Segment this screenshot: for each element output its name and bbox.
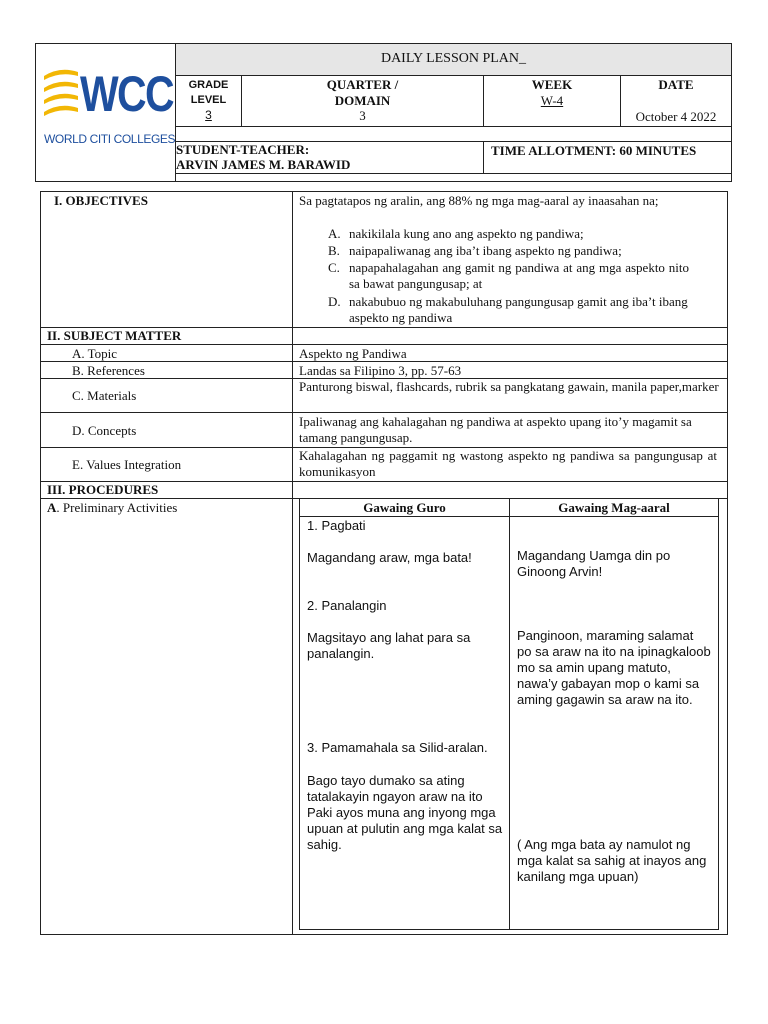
grade-value: 3: [205, 108, 212, 122]
page-title: DAILY LESSON PLAN_: [380, 51, 527, 66]
guro-step-pagbati: 1. Pagbati: [307, 518, 366, 533]
guro-text-panalangin: Magsitayo ang lahat para sa panalangin.: [307, 630, 471, 661]
preliminary-activities-label: A. Preliminary Activities: [47, 500, 178, 515]
topic-label: A. Topic: [72, 346, 118, 361]
guro-step-pamamahala: 3. Pamamahala sa Silid-aralan.: [307, 740, 488, 755]
guro-text-pagbati: Magandang araw, mga bata!: [307, 550, 472, 565]
grade-label-line1: GRADE: [188, 79, 229, 91]
date-label: DATE: [658, 77, 694, 92]
objective-letter: B.: [328, 243, 340, 258]
objective-letter: D.: [328, 294, 341, 309]
magaaral-response-pamamahala: ( Ang mga bata ay namulot ng mga kalat sa sahig at inayos ang kanilang mga upuan): [517, 837, 707, 884]
references-value: Landas sa Filipino 3, pp. 57-63: [299, 363, 462, 378]
week-label: WEEK: [531, 77, 573, 92]
values-integration-label: E. Values Integration: [72, 457, 182, 472]
references-label: B. References: [72, 363, 145, 378]
topic-value: Aspekto ng Pandiwa: [299, 346, 407, 361]
materials-value: Panturong biswal, flashcards, rubrik sa pangkatang gawain, manila paper,marker: [299, 379, 719, 394]
student-teacher-label: STUDENT-TEACHER:: [176, 142, 310, 157]
objective-item: nakabubuo ng makabuluhang pangungusap gamit ang iba’t ibang aspekto ng pandiwa: [349, 294, 688, 325]
objective-item: naipapaliwanag ang iba’t ibang aspekto ng pandiwa;: [349, 243, 622, 258]
student-teacher-name: ARVIN JAMES M. BARAWID: [176, 157, 351, 172]
procedures-label: III. PROCEDURES: [47, 482, 159, 497]
grade-label-line2: LEVEL: [190, 94, 227, 106]
quarter-label-line2: DOMAIN: [334, 93, 391, 108]
quarter-value: 3: [359, 108, 366, 123]
values-integration-value: Kahalagahan ng paggamit ng wastong aspekto ng pandiwa sa pangungusap at komunikasyon: [299, 448, 717, 479]
col-header-gawaing-guro: Gawaing Guro: [363, 500, 446, 515]
logo-name: WORLD CITI COLLEGES: [44, 132, 176, 146]
magaaral-response-pagbati: Magandang Uamga din po Ginoong Arvin!: [517, 548, 671, 579]
objective-letter: A.: [328, 226, 341, 241]
col-header-gawaing-magaaral: Gawaing Mag-aaral: [558, 500, 670, 515]
objectives-intro: Sa pagtatapos ng aralin, ang 88% ng mga mag-aaral ay inaasahan na;: [299, 193, 659, 208]
wcc-logo: [42, 62, 176, 152]
objectives-label: I. OBJECTIVES: [54, 193, 148, 208]
guro-step-panalangin: 2. Panalangin: [307, 598, 387, 613]
logo-swoosh-icon: [42, 66, 80, 122]
quarter-label-line1: QUARTER /: [326, 77, 399, 92]
objective-item: nakikilala kung ano ang aspekto ng pandiwa;: [349, 226, 584, 241]
subject-matter-label: II. SUBJECT MATTER: [47, 328, 182, 343]
time-allotment: TIME ALLOTMENT: 60 MINUTES: [491, 143, 697, 158]
materials-label: C. Materials: [72, 388, 137, 403]
date-value: October 4 2022: [635, 109, 717, 124]
objective-item: napapahalagahan ang gamit ng pandiwa at ang mga aspekto nito sa bawat pangungusap; at: [349, 260, 689, 291]
guro-text-pamamahala: Bago tayo dumako sa ating tatalakayin ngayon araw na ito Paki ayos muna ang inyong mga upuan at pulutin ang mga kalat sa sahig.: [307, 773, 503, 852]
logo-mark: WCC: [80, 66, 174, 122]
objective-letter: C.: [328, 260, 340, 275]
week-value: W-4: [540, 93, 564, 108]
concepts-value: Ipaliwanag ang kahalagahan ng pandiwa at aspekto upang ito’y magamit sa tamang pangungusap.: [299, 414, 692, 445]
concepts-label: D. Concepts: [72, 423, 137, 438]
magaaral-response-panalangin: Panginoon, maraming salamat po sa araw na ito na ipinagkaloob mo sa amin upang matuto, nawa’y gabayan mop o kami sa aming gagawin sa araw na ito.: [517, 628, 711, 707]
